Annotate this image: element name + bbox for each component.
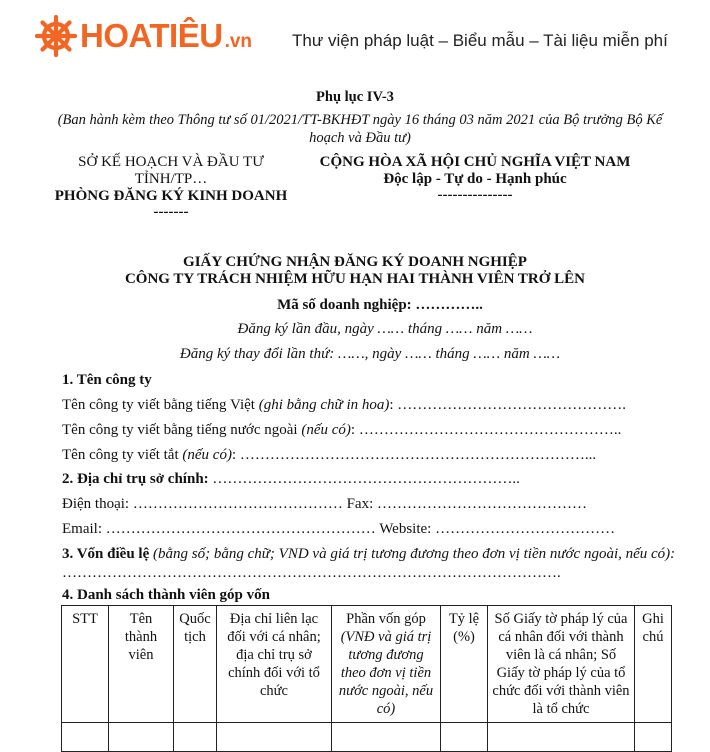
- field-blank: : ……………………………………………..: [350, 422, 622, 438]
- table-cell: [441, 723, 488, 752]
- header-stt: STT: [62, 606, 109, 723]
- field-blank: : ……………………………………………………………...: [231, 447, 597, 463]
- nation-title: CỘNG HÒA XÃ HỘI CHỦ NGHĨA VIỆT NAM: [319, 154, 631, 170]
- field-note: (nếu có): [182, 447, 232, 463]
- left-org-3: PHÒNG ĐĂNG KÝ KINH DOANH: [54, 188, 288, 204]
- members-table: [61, 605, 672, 752]
- table-cell: [217, 723, 332, 752]
- section-4-heading: 4. Danh sách thành viên góp vốn: [62, 587, 270, 603]
- document-title-1: GIẤY CHỨNG NHẬN ĐĂNG KÝ DOANH NGHIỆP: [183, 254, 527, 270]
- company-name-vn: [62, 397, 626, 414]
- table-header-row: [62, 606, 672, 723]
- section-2-label: 2. Địa chỉ trụ sở chính:: [62, 471, 209, 487]
- table-cell: [488, 723, 635, 752]
- left-org-1: SỞ KẾ HOẠCH VÀ ĐẦU TƯ: [78, 154, 264, 170]
- email-website-line: Email: ……………………………………………… Website: ………………………………: [62, 521, 616, 537]
- site-header: [0, 0, 710, 80]
- nation-motto: Độc lập - Tự do - Hạnh phúc: [383, 171, 567, 187]
- phone-fax-line: Điện thoại: …………………………………… Fax: ……………………………………: [62, 496, 587, 512]
- logo-text: HOATIÊU: [80, 17, 223, 54]
- section-3-heading: [62, 546, 675, 563]
- first-registration: Đăng ký lần đầu, ngày …… tháng …… năm ……: [237, 321, 533, 337]
- hoatieu-logo[interactable]: [34, 14, 252, 58]
- capital-note: (VNĐ và giá trị tương đương theo đơn vị tiền nước ngoài, nếu có): [338, 629, 434, 717]
- charter-capital-blank: ……………………………………………………………………………………….: [62, 565, 561, 581]
- field-blank: ……………………………………………………..: [208, 471, 520, 487]
- field-label: Tên công ty viết bằng tiếng nước ngoài: [62, 422, 302, 438]
- appendix-label: Phụ lục IV-3: [316, 89, 394, 105]
- site-tagline: Thư viện pháp luật – Biểu mẫu – Tài liệu miễn phí: [292, 31, 668, 50]
- field-label: Tên công ty viết bằng tiếng Việt: [62, 397, 259, 413]
- field-note: (ghi bằng chữ in hoa): [258, 397, 390, 413]
- ship-wheel-icon: [34, 14, 78, 58]
- capital-label: Phần vốn góp: [346, 611, 426, 627]
- header-nationality: Quốc tịch: [174, 606, 217, 723]
- change-registration: Đăng ký thay đổi lần thứ: ……, ngày …… tháng …… năm ……: [179, 346, 561, 362]
- field-label: Tên công ty viết tắt: [62, 447, 183, 463]
- section-1-heading: 1. Tên công ty: [62, 372, 152, 388]
- header-address: Địa chỉ liên lạc đối với cá nhân; địa chỉ trụ sở chính đối với tổ chức: [217, 606, 332, 723]
- field-note: (nếu có): [301, 422, 351, 438]
- section-2-heading: [62, 471, 520, 488]
- table-row: [62, 723, 672, 752]
- table-cell: [109, 723, 174, 752]
- logo-domain: .vn: [224, 31, 253, 52]
- right-divider: ---------------: [437, 187, 513, 203]
- company-name-short: [62, 447, 596, 464]
- field-blank: : ……………………………………….: [389, 397, 627, 413]
- header-capital: [332, 606, 441, 723]
- table-cell: [174, 723, 217, 752]
- enterprise-code: Mã số doanh nghiệp: …………..: [277, 297, 483, 313]
- header-member-name: Tên thành viên: [109, 606, 174, 723]
- issued-line-1: (Ban hành kèm theo Thông tư số 01/2021/TT-BKHĐT ngày 16 tháng 03 năm 2021 của Bộ trưởng Bộ Kế: [57, 112, 663, 128]
- header-notes: Ghi chú: [635, 606, 672, 723]
- table-cell: [62, 723, 109, 752]
- left-org-2: TỈNH/TP…: [134, 171, 208, 187]
- issued-line-2: hoạch và Đầu tư): [309, 130, 411, 146]
- header-legal-docs: Số Giấy tờ pháp lý của cá nhân đối với thành viên là cá nhân; Số Giấy tờ pháp lý của tổ chức đối với thành viên là tổ chức: [488, 606, 635, 723]
- company-name-foreign: [62, 422, 621, 439]
- table-cell: [332, 723, 441, 752]
- document-title-2: CÔNG TY TRÁCH NHIỆM HỮU HẠN HAI THÀNH VIÊN TRỞ LÊN: [124, 271, 586, 287]
- section-3-label: 3. Vốn điều lệ: [62, 546, 153, 562]
- section-3-note: (bằng số; bằng chữ; VND và giá trị tương đương theo đơn vị tiền nước ngoài, nếu có):: [153, 546, 676, 562]
- left-divider: -------: [153, 204, 189, 220]
- table-cell: [635, 723, 672, 752]
- header-ratio: Tỷ lệ (%): [441, 606, 488, 723]
